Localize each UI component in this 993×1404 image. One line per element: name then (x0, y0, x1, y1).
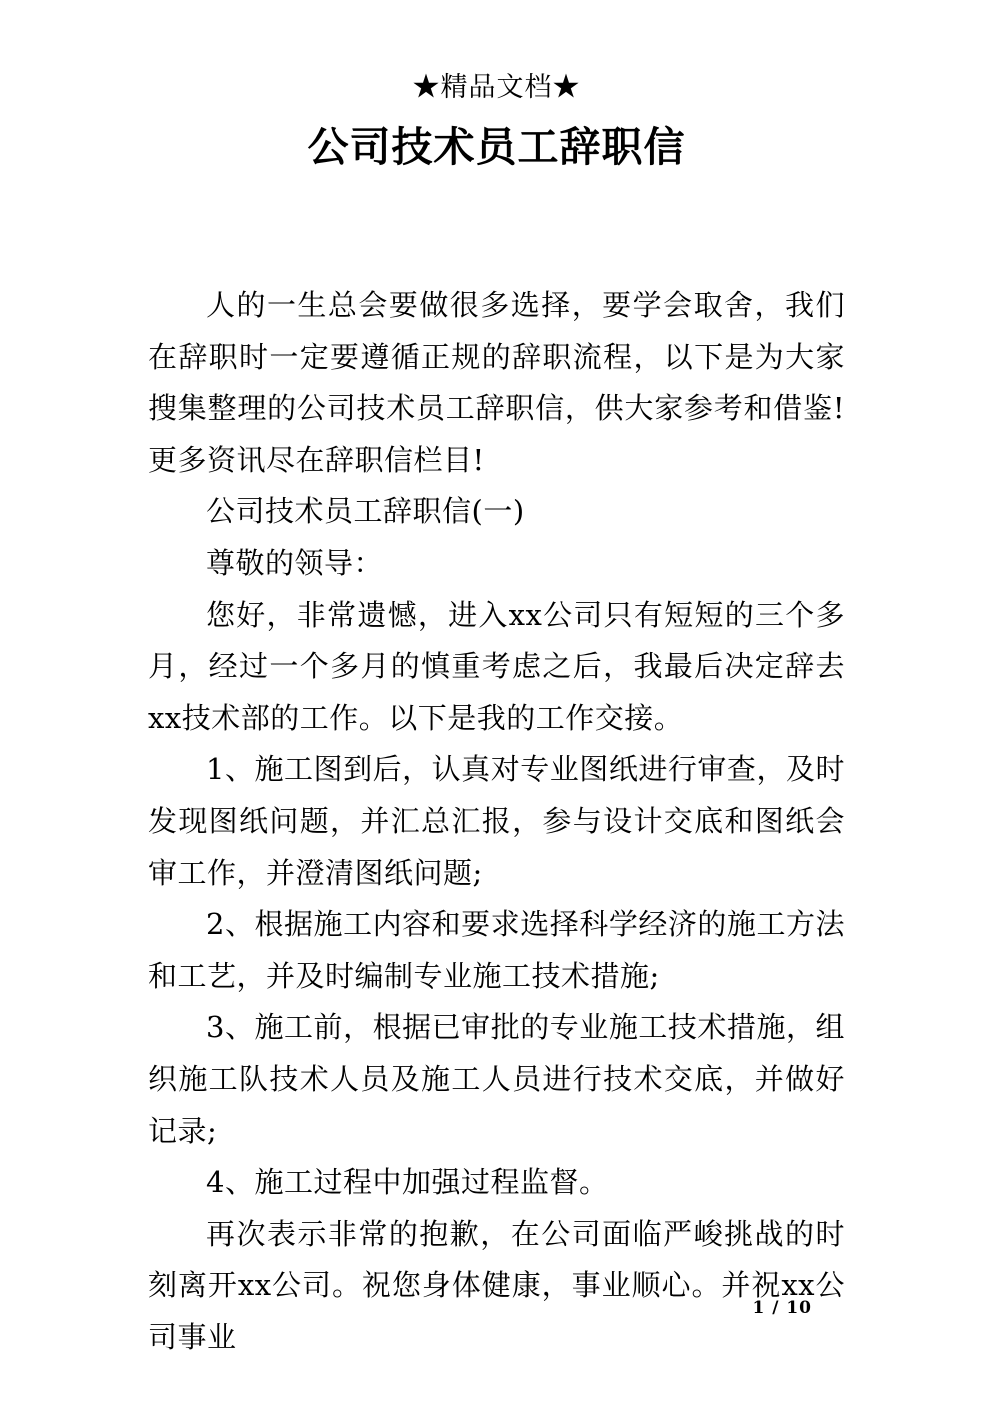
doc-header-badge: ★精品文档★ (412, 72, 581, 103)
doc-body (148, 280, 845, 1363)
paragraph-closing: 再次表示非常的抱歉，在公司面临严峻挑战的时刻离开xx公司。祝您身体健康，事业顺心。并祝xx公司事业 (148, 1216, 845, 1354)
paragraph-list-item-1: 1、施工图到后，认真对专业图纸进行审查，及时发现图纸问题，并汇总汇报，参与设计交底和图纸会审工作，并澄清图纸问题; (148, 752, 845, 890)
paragraph-salutation: 尊敬的领导： (206, 545, 384, 580)
page-number-indicator: 1 / 10 (752, 1298, 812, 1318)
paragraph-list-item-4: 4、施工过程中加强过程监督。 (206, 1165, 609, 1200)
paragraph-section-heading: 公司技术员工辞职信(一) (206, 494, 525, 529)
paragraph-list-item-3: 3、施工前，根据已审批的专业施工技术措施，组织施工队技术人员及施工人员进行技术交底，并做好记录; (148, 1010, 845, 1148)
doc-title: 公司技术员工辞职信 (307, 123, 686, 171)
paragraph-opening: 您好，非常遗憾，进入xx公司只有短短的三个多月，经过一个多月的慎重考虑之后，我最后决定辞去xx技术部的工作。以下是我的工作交接。 (148, 597, 845, 735)
paragraph-intro: 人的一生总会要做很多选择，要学会取舍，我们在辞职时一定要遵循正规的辞职流程，以下是为大家搜集整理的公司技术员工辞职信，供大家参考和借鉴!更多资讯尽在辞职信栏目! (148, 288, 845, 477)
paragraph-list-item-2: 2、根据施工内容和要求选择科学经济的施工方法和工艺，并及时编制专业施工技术措施; (148, 907, 845, 993)
